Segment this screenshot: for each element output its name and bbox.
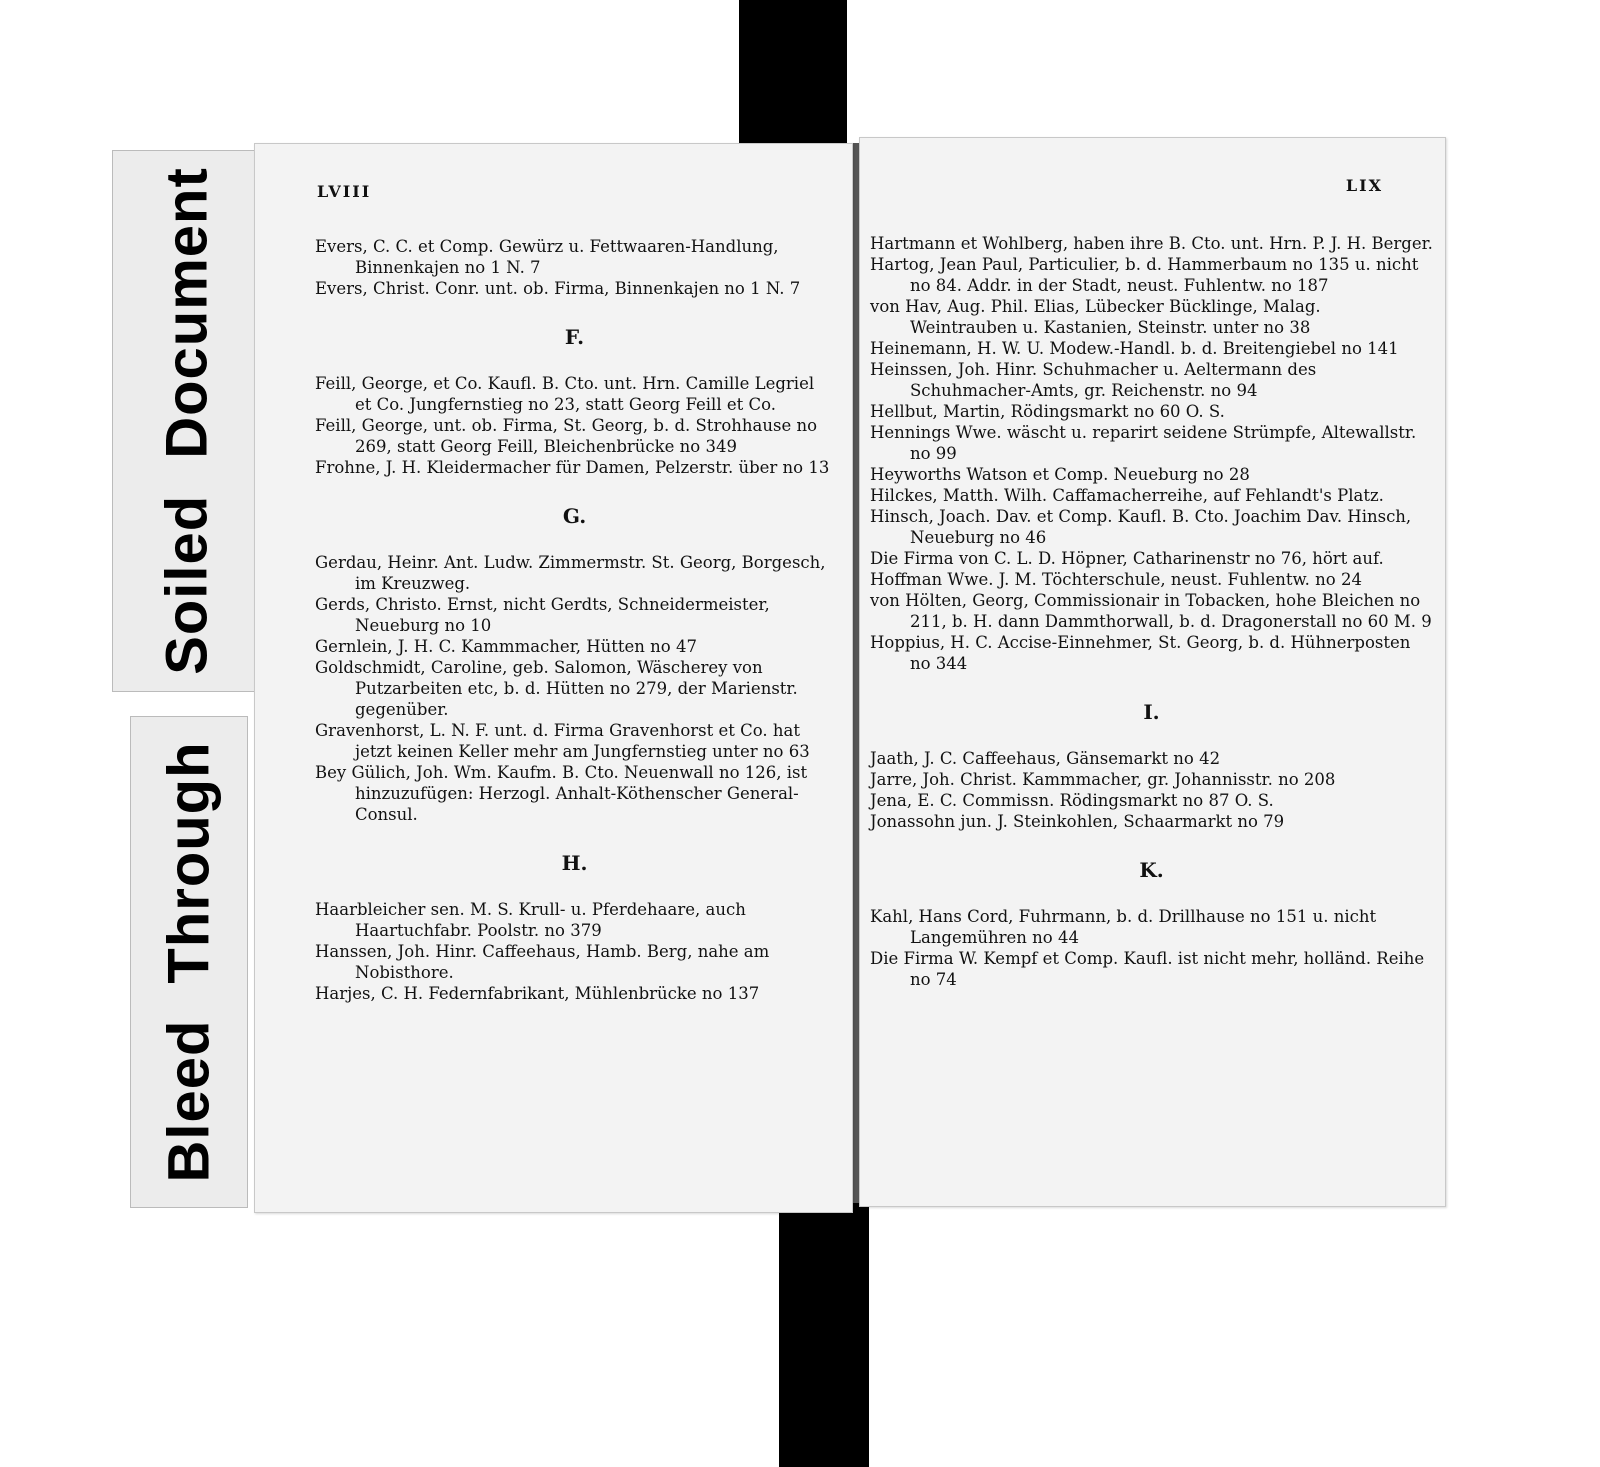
directory-entry: von Hölten, Georg, Commissionair in Tobacken, hohe Bleichen no 211, b. H. dann Dammthorwall, b. d. Dragonerstall no 60 M. 9	[870, 591, 1432, 631]
directory-entry: Hellbut, Martin, Rödingsmarkt no 60 O. S.	[870, 402, 1225, 421]
page-number: LVIII	[317, 182, 372, 201]
directory-entry: Jonassohn jun. J. Steinkohlen, Schaarmarkt no 79	[870, 812, 1285, 831]
directory-entry: Evers, C. C. et Comp. Gewürz u. Fettwaaren-Handlung, Binnenkajen no 1 N. 7	[315, 237, 779, 277]
section-heading: K.	[1139, 858, 1164, 882]
label-word: Soiled	[154, 494, 220, 675]
directory-entry: Heinssen, Joh. Hinr. Schuhmacher u. Aeltermann des Schuhmacher-Amts, gr. Reichenstr. no 94	[870, 360, 1317, 400]
directory-entry: Evers, Christ. Conr. unt. ob. Firma, Binnenkajen no 1 N. 7	[315, 279, 801, 298]
directory-entry: Gerdau, Heinr. Ant. Ludw. Zimmermstr. St. Georg, Borgesch, im Kreuzweg.	[315, 553, 826, 593]
directory-entry: Jarre, Joh. Christ. Kammmacher, gr. Johannisstr. no 208	[870, 770, 1336, 789]
directory-entry: Hartog, Jean Paul, Particulier, b. d. Hammerbaum no 135 u. nicht no 84. Addr. in der Stadt, neust. Fuhlentw. no 187	[870, 255, 1419, 295]
directory-entry: Jena, E. C. Commissn. Rödingsmarkt no 87 O. S.	[870, 791, 1274, 810]
directory-entry: Die Firma W. Kempf et Comp. Kaufl. ist nicht mehr, holländ. Reihe no 74	[870, 949, 1425, 989]
directory-entry: Kahl, Hans Cord, Fuhrmann, b. d. Drillhause no 151 u. nicht Langemühren no 44	[870, 907, 1377, 947]
directory-entry: Hoffman Wwe. J. M. Töchterschule, neust. Fuhlentw. no 24	[870, 570, 1362, 589]
directory-entry: Haarbleicher sen. M. S. Krull- u. Pferdehaare, auch Haartuchfabr. Poolstr. no 379	[315, 900, 746, 940]
bleed-through-label	[130, 716, 248, 1208]
label-word: Document	[154, 167, 220, 459]
page-number: LIX	[1345, 176, 1383, 195]
label-word: Bleed	[156, 1019, 222, 1183]
directory-entry: Feill, George, unt. ob. Firma, St. Georg, b. d. Strohhause no 269, statt Georg Feill, Bleichenbrücke no 349	[315, 416, 818, 456]
label-word: Through	[156, 741, 222, 984]
directory-entry: Heyworths Watson et Comp. Neueburg no 28	[870, 465, 1250, 484]
section-heading: F.	[564, 325, 585, 349]
directory-entry: Bey Gülich, Joh. Wm. Kaufm. B. Cto. Neuenwall no 126, ist hinzuzufügen: Herzogl. Anhalt-Köthenscher General-Consul.	[315, 763, 808, 824]
directory-entry: Hinsch, Joach. Dav. et Comp. Kaufl. B. Cto. Joachim Dav. Hinsch, Neueburg no 46	[870, 507, 1412, 547]
directory-entry: Hilckes, Matth. Wilh. Caffamacherreihe, auf Fehlandt's Platz.	[870, 486, 1384, 505]
directory-entry: Die Firma von C. L. D. Höpner, Catharinenstr no 76, hört auf.	[870, 549, 1384, 568]
section-heading: G.	[562, 504, 587, 528]
page-content	[315, 236, 834, 1004]
binding-strap-bottom	[779, 1190, 869, 1467]
directory-entry: Harjes, C. H. Federnfabrikant, Mühlenbrücke no 137	[315, 984, 760, 1003]
directory-entry: Feill, George, et Co. Kaufl. B. Cto. unt. Hrn. Camille Legriel et Co. Jungfernstieg no 23, statt Georg Feill et Co.	[315, 374, 815, 414]
right-page	[859, 137, 1446, 1207]
directory-entry: Hartmann et Wohlberg, haben ihre B. Cto. unt. Hrn. P. J. H. Berger.	[870, 234, 1433, 253]
directory-entry: Jaath, J. C. Caffeehaus, Gänsemarkt no 42	[870, 749, 1221, 768]
directory-entry: Hoppius, H. C. Accise-Einnehmer, St. Georg, b. d. Hühnerposten no 344	[870, 633, 1411, 673]
soiled-document-label	[112, 150, 262, 692]
directory-entry: Goldschmidt, Caroline, geb. Salomon, Wäscherey von Putzarbeiten etc, b. d. Hütten no 279, der Marienstr. gegenüber.	[315, 658, 798, 719]
binding-strap-top	[739, 0, 847, 148]
directory-entry: Hennings Wwe. wäscht u. reparirt seidene Strümpfe, Altewallstr. no 99	[870, 423, 1417, 463]
page-content	[870, 233, 1433, 990]
directory-entry: Heinemann, H. W. U. Modew.-Handl. b. d. Breitengiebel no 141	[870, 339, 1399, 358]
directory-entry: Gravenhorst, L. N. F. unt. d. Firma Gravenhorst et Co. hat jetzt keinen Keller mehr am Jungfernstieg unter no 63	[315, 721, 810, 761]
section-heading: I.	[1143, 700, 1160, 724]
directory-entry: Gerds, Christo. Ernst, nicht Gerdts, Schneidermeister, Neueburg no 10	[315, 595, 770, 635]
directory-entry: von Hav, Aug. Phil. Elias, Lübecker Bücklinge, Malag. Weintrauben u. Kastanien, Steinstr. unter no 38	[870, 297, 1321, 337]
section-heading: H.	[561, 851, 588, 875]
directory-entry: Hanssen, Joh. Hinr. Caffeehaus, Hamb. Berg, nahe am Nobisthore.	[315, 942, 770, 982]
directory-entry: Gernlein, J. H. C. Kammmacher, Hütten no 47	[315, 637, 697, 656]
directory-entry: Frohne, J. H. Kleidermacher für Damen, Pelzerstr. über no 13	[315, 458, 830, 477]
left-page	[254, 143, 853, 1213]
